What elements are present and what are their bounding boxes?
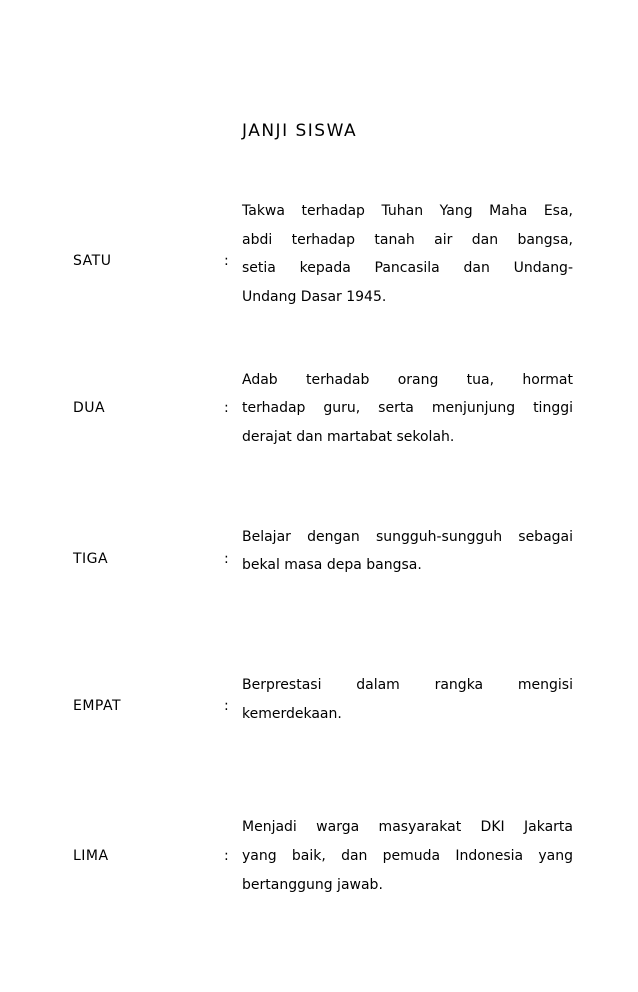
pledge-label-lima: LIMA: [73, 848, 109, 864]
pledge-text-line: setia kepada Pancasila dan Undang-: [242, 260, 573, 276]
pledge-text-line: Belajar dengan sungguh-sungguh sebagai: [242, 529, 573, 545]
pledge-text-line: Adab terhadab orang tua, hormat: [242, 372, 573, 388]
pledge-text-line: terhadap guru, serta menjunjung tinggi: [242, 400, 573, 416]
pledge-label-satu: SATU: [73, 253, 112, 269]
pledge-text-line: bekal masa depa bangsa.: [242, 557, 422, 573]
pledge-colon-lima: :: [224, 848, 229, 864]
pledge-label-dua: DUA: [73, 400, 106, 416]
pledge-text-line: yang baik, dan pemuda Indonesia yang: [242, 848, 573, 864]
pledge-text-line: bertanggung jawab.: [242, 877, 383, 893]
pledge-text-line: Takwa terhadap Tuhan Yang Maha Esa,: [242, 203, 573, 219]
pledge-colon-satu: :: [224, 253, 229, 269]
pledge-text-line: kemerdekaan.: [242, 706, 342, 722]
pledge-colon-dua: :: [224, 400, 229, 416]
pledge-text-line: derajat dan martabat sekolah.: [242, 429, 455, 445]
pledge-text-line: abdi terhadap tanah air dan bangsa,: [242, 232, 573, 248]
pledge-text-line: Berprestasi dalam rangka mengisi: [242, 677, 573, 693]
pledge-label-tiga: TIGA: [73, 551, 109, 567]
pledge-label-empat: EMPAT: [73, 698, 122, 714]
pledge-colon-tiga: :: [224, 551, 229, 567]
pledge-colon-empat: :: [224, 698, 229, 714]
pledge-text-line: Undang Dasar 1945.: [242, 289, 387, 305]
page-title: JANJI SISWA: [242, 121, 358, 141]
pledge-text-line: Menjadi warga masyarakat DKI Jakarta: [242, 819, 573, 835]
